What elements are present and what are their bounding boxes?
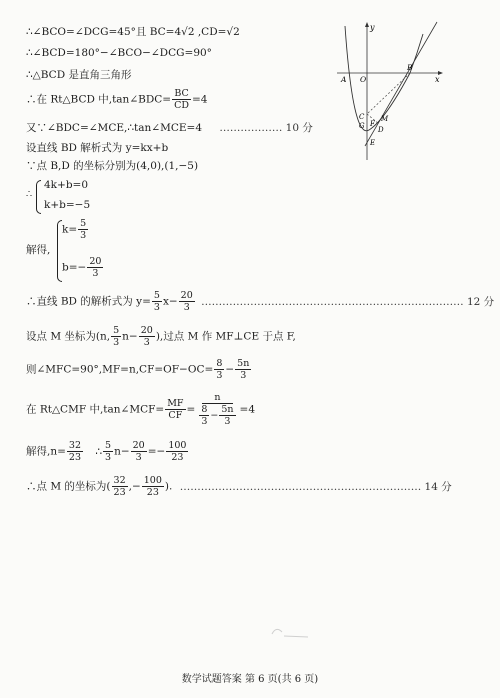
denominator: 23 — [171, 452, 184, 463]
numerator: 20 — [180, 290, 193, 301]
page-footer: 数学试题答案 第 6 页(共 6 页) — [181, 674, 319, 685]
solution-line-5 — [26, 121, 313, 135]
text: 在 Rt△CMF 中,tan∠MCF= — [26, 403, 165, 416]
solution-line-11 — [26, 325, 296, 348]
fraction — [131, 440, 147, 463]
denominator: 3 — [216, 370, 223, 381]
numerator: 5 — [113, 325, 120, 336]
numerator: 100 — [143, 475, 162, 486]
fraction — [166, 440, 188, 463]
solution-k — [62, 218, 89, 241]
denominator: 3 — [153, 302, 160, 313]
denominator: 3 — [201, 416, 208, 427]
label-a: A — [341, 75, 347, 84]
text: =4 — [191, 93, 208, 106]
text: = — [186, 403, 196, 416]
text: 又∵∠BDC=∠MCE,∴tan∠MCE=4 — [26, 122, 202, 134]
solution-b — [62, 256, 104, 279]
text: 解得,n= — [26, 445, 66, 458]
denominator: 3 — [105, 452, 112, 463]
line-bd — [365, 22, 437, 146]
denominator: 3 — [80, 230, 87, 241]
solved-label: 解得, — [26, 244, 51, 256]
text: n− — [122, 330, 138, 343]
denominator: 3 — [224, 416, 231, 427]
label-g: G — [359, 122, 365, 130]
text: b=− — [62, 261, 87, 274]
denominator: 23 — [113, 487, 126, 498]
equation-brace — [36, 180, 41, 214]
denominator: 3 — [135, 452, 142, 463]
text: ∴点 M 的坐标为( — [26, 480, 111, 493]
label-m: M — [381, 115, 389, 123]
fraction — [142, 475, 164, 498]
numerator: 5 — [80, 218, 87, 229]
denominator: 3 — [183, 302, 190, 313]
text: k= — [62, 223, 78, 236]
text: ∴在 Rt△BCD 中,tan∠BDC= — [26, 93, 172, 106]
solution-line-12 — [26, 358, 252, 381]
solution-line-4 — [26, 88, 207, 111]
numerator: 5n — [221, 404, 234, 415]
solution-line-6: 设直线 BD 解析式为 y=kx+b — [26, 142, 169, 154]
therefore-symbol: ∴ — [26, 189, 33, 200]
solution-line-7: ∵点 B,D 的坐标分别为(4,0),(1,−5) — [26, 160, 199, 172]
text: 设点 M 坐标为(n, — [26, 330, 111, 343]
fraction — [78, 218, 88, 241]
solution-line-15 — [26, 475, 452, 498]
text: ). — [164, 480, 173, 493]
text: − — [225, 363, 235, 376]
fraction — [214, 358, 224, 381]
text: =− — [147, 445, 166, 458]
numerator: 5n — [237, 358, 250, 369]
fraction — [199, 404, 209, 427]
parabola-figure — [333, 20, 445, 160]
denominator: CD — [174, 100, 189, 111]
dashed-line-bc — [367, 73, 410, 114]
fraction — [179, 290, 195, 313]
fraction — [139, 325, 155, 348]
fraction — [111, 325, 121, 348]
numerator: 5 — [105, 440, 112, 451]
denominator: CF — [168, 410, 183, 421]
solution-line-1: ∴∠BCO=∠DCG=45°且 BC=4√2 ,CD=√2 — [26, 26, 240, 38]
fraction — [235, 358, 251, 381]
fraction — [152, 290, 162, 313]
numerator: n — [202, 392, 232, 404]
fraction — [67, 440, 83, 463]
denominator: 3 — [113, 337, 120, 348]
equation-2: k+b=−5 — [44, 199, 91, 211]
fraction — [103, 440, 113, 463]
score-marker: ………………………………………………………………… 12 分 — [201, 295, 495, 308]
text: 则∠MFC=90°,MF=n,CF=OF−OC= — [26, 363, 214, 376]
label-f: F — [370, 120, 375, 128]
solution-line-10 — [26, 290, 494, 313]
numerator: 100 — [168, 440, 187, 451]
denominator: 3 — [143, 337, 150, 348]
solution-line-2: ∴∠BCD=180°−∠BCO−∠DCG=90° — [26, 47, 212, 59]
denominator: 23 — [146, 487, 159, 498]
solution-line-14 — [26, 440, 189, 463]
fraction — [219, 404, 235, 427]
denominator: 23 — [68, 452, 81, 463]
numerator: 20 — [132, 440, 145, 451]
fraction — [165, 398, 185, 421]
numerator: 5 — [153, 290, 160, 301]
text: − — [210, 410, 219, 421]
solution-line-13 — [26, 392, 255, 427]
compound-fraction — [196, 392, 238, 427]
fraction — [172, 88, 191, 111]
numerator: 8 — [201, 404, 208, 415]
y-axis-arrow — [365, 22, 369, 27]
numerator: BC — [174, 88, 189, 99]
text: ∴ — [95, 445, 103, 458]
text: x− — [162, 295, 178, 308]
label-d: D — [378, 126, 384, 134]
equation-1: 4k+b=0 — [44, 179, 89, 191]
text: ),过点 M 作 MF⊥CE 于点 F, — [155, 330, 296, 343]
numerator: 8 — [216, 358, 223, 369]
solution-line-3: ∴△BCD 是直角三角形 — [26, 69, 132, 81]
label-c: C — [359, 113, 365, 121]
numerator: 20 — [89, 256, 102, 267]
numerator: 32 — [113, 475, 126, 486]
score-marker: …………………………………………………………… 14 分 — [179, 480, 452, 493]
denominator: 3 — [240, 370, 247, 381]
label-b: B — [407, 63, 413, 72]
text: ∴直线 BD 的解析式为 y= — [26, 295, 151, 308]
text: ,− — [128, 480, 141, 493]
fraction — [112, 475, 128, 498]
label-e: E — [370, 139, 376, 147]
text: =4 — [239, 403, 256, 416]
denominator: 3 — [92, 268, 99, 279]
fraction — [87, 256, 103, 279]
text: n− — [114, 445, 130, 458]
label-o: O — [360, 75, 367, 84]
label-x: x — [435, 75, 440, 84]
scan-smudge — [268, 622, 318, 644]
denominator — [196, 404, 238, 427]
score-marker: ……………… 10 分 — [219, 122, 313, 134]
numerator: MF — [167, 398, 184, 409]
numerator: 20 — [140, 325, 153, 336]
numerator: 32 — [68, 440, 81, 451]
label-y: y — [370, 23, 375, 32]
